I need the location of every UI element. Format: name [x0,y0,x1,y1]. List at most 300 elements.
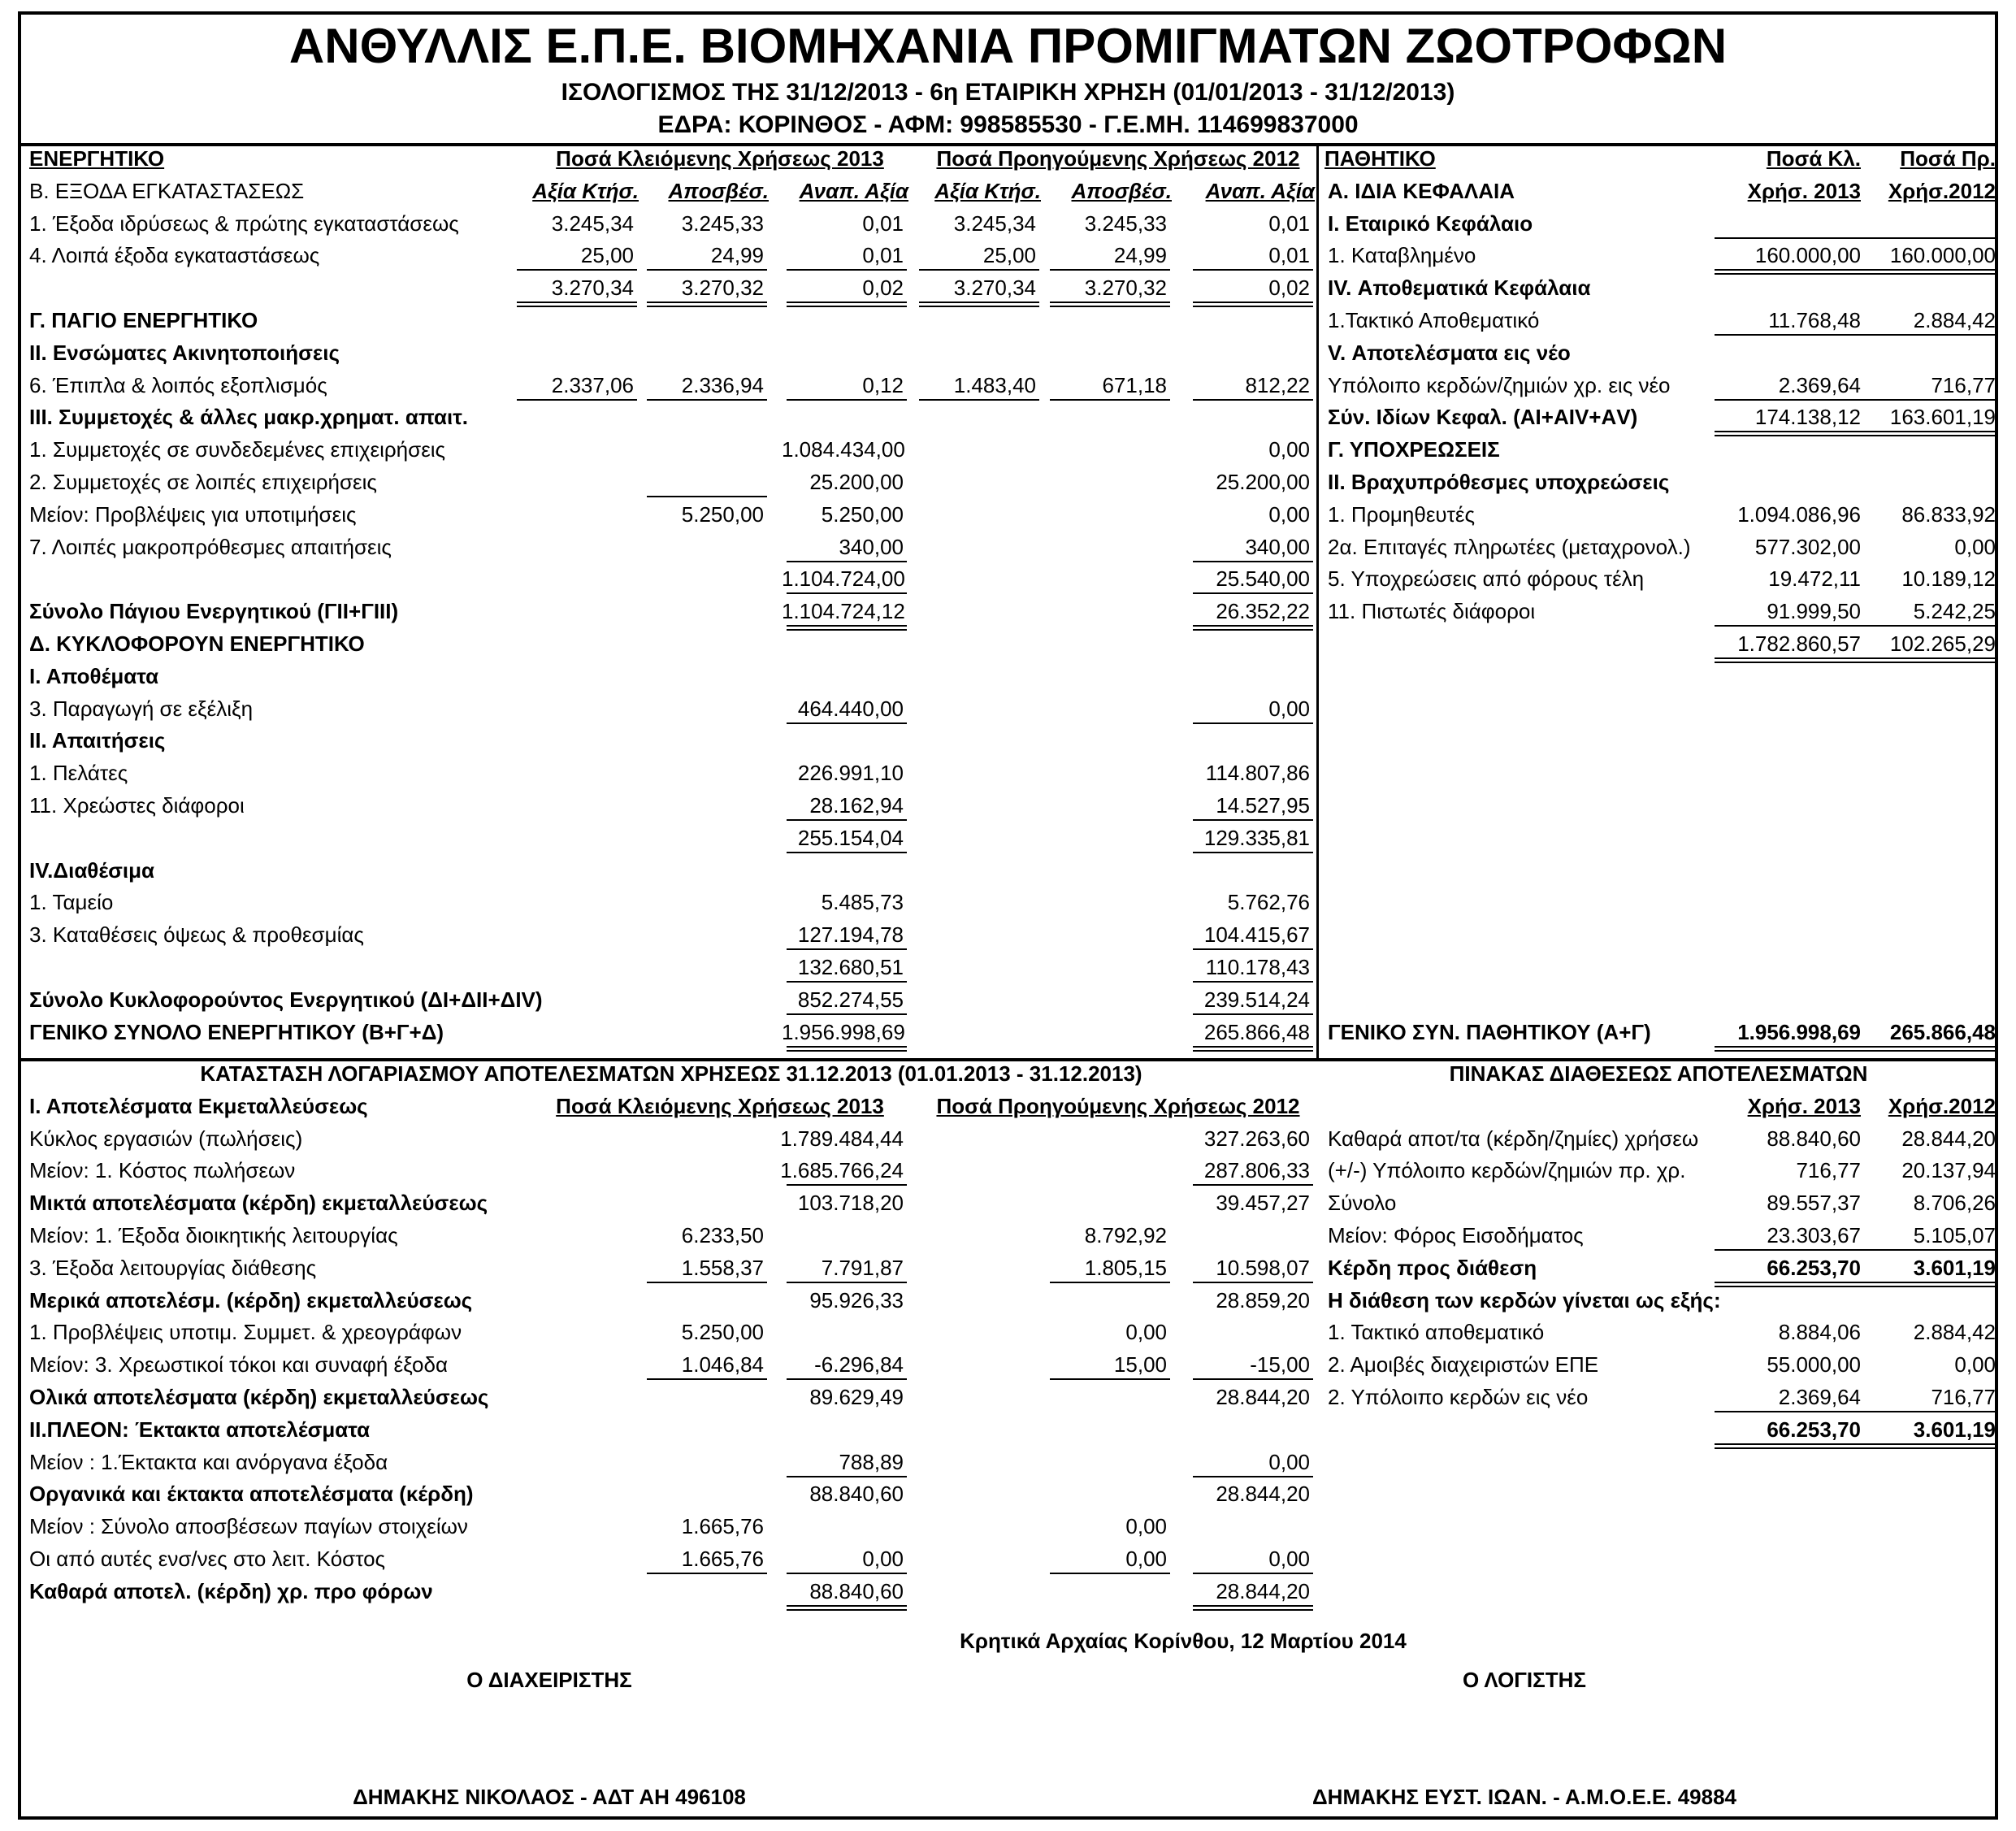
assets-value: 0,00 [1268,501,1310,527]
assets-value: 3.270,34 [953,276,1036,301]
assets-value: 25.540,00 [1216,566,1310,592]
liabilities-total-label: ΓΕΝΙΚΟ ΣΥΝ. ΠΑΘΗΤΙΚΟΥ (Α+Γ) [1328,1019,1651,1044]
assets-row-label: 1. Συμμετοχές σε συνδεδεμένες επιχειρήσεις [29,437,446,462]
pl-row-label: Μερικά αποτελέσμ. (κέρδη) εκμεταλλεύσεως [29,1287,473,1313]
single-rule [787,269,907,271]
single-rule [1050,269,1170,271]
assets-value: 5.250,00 [681,501,764,527]
liabilities-value: 102.265,29 [1889,631,1996,656]
assets-row-label: 3. Καταθέσεις όψεως & προθεσμίας [29,922,364,948]
liabilities-value: 160.000,00 [1889,243,1996,268]
assets-value: 340,00 [1245,534,1310,559]
single-rule [517,269,637,271]
double-rule [787,1046,907,1052]
single-rule [1193,1378,1313,1380]
assets-subcol: Αξία Κτήσ. [934,178,1041,203]
liabilities-value: 5.242,25 [1913,599,1996,624]
pl-value: 1.685.766,24 [780,1158,904,1183]
liabilities-value: 11.768,48 [1768,308,1861,332]
double-rule [1861,431,1996,436]
dist-value: 66.253,70 [1767,1417,1861,1442]
pl-value: 1.665,76 [681,1514,764,1539]
assets-value: 0,01 [1268,210,1310,236]
assets-row-label: 3. Παραγωγή σε εξέλιξη [29,696,254,721]
liabilities-total-a: 1.956.998,69 [1737,1019,1861,1044]
dist-value: 0,00 [1954,1352,1996,1378]
double-rule [1715,431,1861,436]
pl-row-label: 3. Έξοδα λειτουργίας διάθεσης [29,1255,317,1280]
liabilities-value: 10.189,12 [1901,566,1996,592]
assets-value: 28.162,94 [809,793,904,818]
double-rule [1861,1282,1996,1287]
double-rule [1861,269,1996,275]
single-rule [1861,1249,1996,1251]
pl-row-label: Οργανικά και έκτακτα αποτελέσματα (κέρδη) [29,1482,474,1507]
pl-value: 28.844,20 [1216,1482,1310,1507]
pl-value: 5.250,00 [681,1320,764,1345]
dist-row-label: 2. Αμοιβές διαχειριστών ΕΠΕ [1328,1352,1599,1378]
single-rule [1715,237,1861,239]
double-rule [1193,302,1313,307]
assets-row-label: 1. Πελάτες [29,761,128,786]
assets-value: 110.178,43 [1205,955,1310,979]
single-rule [647,496,767,497]
pl-value: 103.718,20 [797,1191,904,1216]
dist-value: 88.840,60 [1767,1126,1861,1151]
assets-value: 3.245,33 [1084,210,1167,236]
assets-value: 0,02 [862,276,904,301]
single-rule [517,399,637,401]
single-rule [919,269,1039,271]
dist-row-label: Η διάθεση των κερδών γίνεται ως εξής: [1328,1287,1721,1313]
assets-value: 2.336,94 [681,372,764,397]
assets-subcol: Αναπ. Αξία [799,178,908,203]
single-rule [787,592,907,594]
double-rule [1861,657,1996,663]
assets-subcol: Αποσβέσ. [668,178,769,203]
single-rule [919,399,1039,401]
liabilities-row-label: ΙV. Αποθεματικά Κεφάλαια [1328,276,1591,301]
column-divider [1316,143,1319,1058]
single-rule [647,269,767,271]
single-rule [787,1378,907,1380]
assets-row-label: Β. ΕΞΟΔΑ ΕΓΚΑΤΑΣΤΑΣΕΩΣ [29,178,305,203]
liabilities-row-label: V. Αποτελέσματα εις νέο [1328,340,1571,365]
liabilities-value: 86.833,92 [1901,501,1996,527]
single-rule [1193,561,1313,562]
accountant-title: Ο ΛΟΓΙΣΤΗΣ [1462,1668,1587,1692]
assets-subcol: Αναπ. Αξία [1205,178,1315,203]
pl-value: 1.805,15 [1084,1255,1167,1280]
dist-row-label: Κέρδη προς διάθεση [1328,1255,1537,1280]
assets-value: 3.245,33 [681,210,764,236]
single-rule [1050,1573,1170,1574]
single-rule [787,399,907,401]
pl-value: 28.844,20 [1216,1578,1310,1603]
double-rule [1715,1443,1861,1449]
single-rule [1861,334,1996,336]
dist-title: ΠΙΝΑΚΑΣ ΔΙΑΘΕΣΕΩΣ ΑΠΟΤΕΛΕΣΜΑΤΩΝ [1449,1061,1868,1086]
dist-value: 3.601,19 [1913,1255,1996,1280]
assets-value: 239.514,24 [1203,987,1310,1012]
pl-value: -6.296,84 [814,1352,904,1378]
pl-value: 0,00 [1125,1320,1167,1345]
single-rule [1193,722,1313,724]
single-rule [1193,981,1313,983]
pl-row-label: Μικτά αποτελέσματα (κέρδη) εκμεταλλεύσεως [29,1191,488,1216]
assets-value: 114.807,86 [1205,761,1310,786]
dist-value: 66.253,70 [1767,1255,1861,1280]
single-rule [1193,948,1313,950]
pl-value: 28.844,20 [1216,1385,1310,1409]
dist-row-label: 1. Τακτικό αποθεματικό [1328,1320,1545,1345]
single-rule [1861,625,1996,627]
assets-value: 3.270,32 [1084,276,1167,301]
pl-col-2013: Ποσά Κλειόμενης Χρήσεως 2013 [556,1093,884,1118]
assets-value: 25,00 [982,243,1036,268]
single-rule [787,561,907,562]
liabilities-value: 716,77 [1931,372,1996,397]
assets-row-label: 4. Λοιπά έξοδα εγκαταστάσεως [29,243,320,268]
assets-value: 3.270,32 [681,276,764,301]
liabilities-row-label: Υπόλοιπο κερδών/ζημιών χρ. εις νέο [1328,372,1671,397]
balance-subtitle: ΙΣΟΛΟΓΙΣΜΟΣ ΤΗΣ 31/12/2013 - 6η ΕΤΑΙΡΙΚΗ ΧΡΗΣΗ (01/01/2013 - 31/12/2013) [561,79,1455,106]
liabilities-row-label: Γ. ΥΠΟΧΡΕΩΣΕΙΣ [1328,437,1500,462]
single-rule [1861,237,1996,239]
company-title: ΑΝΘΥΛΛΙΣ Ε.Π.Ε. ΒΙΟΜΗΧΑΝΙΑ ΠΡΟΜΙΓΜΑΤΩΝ ΖΩΟΤΡΟΦΩΝ [288,19,1728,73]
assets-heading: ΕΝΕΡΓΗΤΙΚΟ [29,146,165,171]
single-rule [1193,592,1313,594]
assets-value: 852.274,55 [797,987,904,1012]
assets-row-label: Ι. Αποθέματα [29,663,159,688]
single-rule [1193,399,1313,401]
single-rule [1050,1282,1170,1283]
single-rule [787,1282,907,1283]
double-rule [1193,1605,1313,1611]
assets-subcol: Αποσβέσ. [1071,178,1172,203]
dist-value: 716,77 [1796,1158,1861,1183]
manager-signature-name: ΔΗΜΑΚΗΣ ΝΙΚΟΛΑΟΣ - ΑΔΤ ΑΗ 496108 [353,1785,746,1809]
liabilities-col-a: Ποσά Κλ. [1766,146,1861,171]
pl-value: 1.558,37 [681,1255,764,1280]
assets-value: 3.270,34 [551,276,634,301]
assets-value: 0,12 [862,372,904,397]
single-rule [787,1184,907,1186]
dist-value: 28.844,20 [1901,1126,1996,1151]
assets-value: 0,00 [1268,437,1310,462]
pl-value: 88.840,60 [809,1578,904,1603]
double-rule [919,302,1039,307]
pl-col-2012: Ποσά Προηγούμενης Χρήσεως 2012 [936,1093,1300,1118]
assets-value: 24,99 [710,243,764,268]
dist-value: 8.706,26 [1913,1191,1996,1216]
pl-value: 1.789.484,44 [780,1126,904,1151]
assets-value: 671,18 [1102,372,1167,397]
assets-value: 3.245,34 [953,210,1036,236]
dist-col-b: Χρήσ.2012 [1888,1093,1996,1118]
dist-row-label: Μείον: Φόρος Εισοδήματος [1328,1223,1584,1247]
assets-value: 25,00 [580,243,634,268]
pl-value: 89.629,49 [809,1385,904,1409]
double-rule [1861,1046,1996,1052]
pl-row-label: Μείον: 1. Έξοδα διοικητικής λειτουργίας [29,1223,398,1247]
pl-row-label: Μείον: 1. Κόστος πωλήσεων [29,1158,296,1183]
single-rule [1715,399,1861,401]
single-rule [1050,399,1170,401]
single-rule [787,1573,907,1574]
dist-row-label: (+/-) Υπόλοιπο κερδών/ζημιών πρ. χρ. [1328,1158,1686,1183]
pl-value: 788,89 [839,1449,904,1474]
liabilities-value: 577.302,00 [1754,534,1861,559]
double-rule [1050,302,1170,307]
assets-value: 25.200,00 [1216,470,1310,494]
liabilities-row-label: 11. Πιστωτές διάφοροι [1328,599,1536,624]
place-date: Κρητικά Αρχαίας Κορίνθου, 12 Μαρτίου 2014 [960,1629,1407,1653]
single-rule [1050,1378,1170,1380]
liabilities-row-label: 1.Τακτικό Αποθεματικό [1328,308,1540,332]
liabilities-value: 19.472,11 [1768,566,1861,592]
assets-value: 5.762,76 [1227,890,1310,915]
dist-value: 8.884,06 [1778,1320,1861,1345]
pl-row-label: Καθαρά αποτελ. (κέρδη) χρ. προ φόρων [29,1578,433,1603]
liabilities-value: 0,00 [1954,534,1996,559]
liabilities-row-label: 2α. Επιταγές πληρωτέες (μεταχρονολ.) [1328,534,1691,559]
pl-value: 95.926,33 [809,1287,904,1313]
pl-value: 287.806,33 [1203,1158,1310,1183]
assets-subcol: Αξία Κτήσ. [532,178,639,203]
company-seat: ΕΔΡΑ: ΚΟΡΙΝΘΟΣ - ΑΦΜ: 998585530 - Γ.Ε.ΜΗ. 114699837000 [657,111,1359,138]
pl-value: 7.791,87 [821,1255,904,1280]
double-rule [1193,625,1313,631]
assets-value: 464.440,00 [797,696,904,721]
assets-value: 132.680,51 [797,955,904,979]
dist-value: 2.369,64 [1778,1385,1861,1409]
dist-row-label: Σύνολο [1328,1191,1397,1216]
assets-row-label: ΓΕΝΙΚΟ ΣΥΝΟΛΟ ΕΝΕΡΓΗΤΙΚΟΥ (Β+Γ+Δ) [29,1019,444,1044]
document-frame [18,11,1998,1820]
assets-value: 2.337,06 [551,372,634,397]
pl-value: -15,00 [1250,1352,1310,1378]
assets-row-label: Γ. ΠΑΓΙΟ ΕΝΕΡΓΗΤΙΚΟ [29,308,258,332]
pl-row-label: Μείον : 1.Έκτακτα και ανόργανα έξοδα [29,1449,388,1474]
assets-value: 1.483,40 [953,372,1036,397]
assets-row-label: 6. Έπιπλα & λοιπός εξοπλισμός [29,372,327,397]
double-rule [1715,269,1861,275]
single-rule [647,1378,767,1380]
single-rule [647,1282,767,1283]
liabilities-value: 2.369,64 [1778,372,1861,397]
assets-row-label: Δ. ΚΥΚΛΟΦΟΡΟΥΝ ΕΝΕΡΓΗΤΙΚΟ [29,631,365,656]
assets-value: 1.084.434,00 [782,437,905,462]
assets-value: 127.194,78 [797,922,904,948]
liabilities-heading: ΠΑΘΗΤΙΚΟ [1324,146,1436,171]
liabilities-value: 163.601,19 [1889,405,1996,430]
single-rule [1715,334,1861,336]
assets-row-label: 1. Έξοδα ιδρύσεως & πρώτης εγκαταστάσεως [29,210,459,236]
pl-value: 28.859,20 [1216,1287,1310,1313]
assets-row-label: Σύνολο Πάγιου Ενεργητικού (ΓΙΙ+ΓΙΙΙ) [29,599,399,624]
single-rule [1861,399,1996,401]
assets-value: 1.956.998,69 [782,1019,905,1044]
liabilities-col-b-year: Χρήσ.2012 [1888,178,1996,203]
assets-value: 25.200,00 [809,470,904,494]
assets-value: 1.104.724,00 [782,566,905,592]
liabilities-value: 1.094.086,96 [1737,501,1861,527]
pl-row-label: Μείον : Σύνολο αποσβέσεων παγίων στοιχείων [29,1514,468,1539]
double-rule [787,1605,907,1611]
single-rule [787,722,907,724]
double-rule [1861,1443,1996,1449]
pl-value: 0,00 [1268,1547,1310,1571]
liabilities-col-a-year: Χρήσ. 2013 [1747,178,1861,203]
liabilities-value: 2.884,42 [1913,308,1996,332]
pl-value: 6.233,50 [681,1223,764,1247]
assets-value: 26.352,22 [1216,599,1310,624]
liabilities-row-label: Ι. Εταιρικό Κεφάλαιο [1328,210,1533,236]
assets-value: 0,00 [1268,696,1310,721]
assets-row-label: 7. Λοιπές μακροπρόθεσμες απαιτήσεις [29,534,392,559]
pl-row-label: Ολικά αποτελέσματα (κέρδη) εκμεταλλεύσεως [29,1385,489,1409]
pl-title: ΚΑΤΑΣΤΑΣΗ ΛΟΓΑΡΙΑΣΜΟΥ ΑΠΟΤΕΛΕΣΜΑΤΩΝ ΧΡΗΣΕΩΣ 31.12.2013 (01.01.2013 - 31.12.2013) [200,1061,1142,1086]
assets-value: 0,01 [862,210,904,236]
single-rule [647,399,767,401]
assets-value: 255.154,04 [797,825,904,850]
double-rule [1715,1282,1861,1287]
single-rule [1193,1013,1313,1015]
pl-value: 10.598,07 [1216,1255,1310,1280]
single-rule [787,1013,907,1015]
pl-row-label: Οι από αυτές ενσ/νες στο λειτ. Κόστος [29,1547,386,1571]
pl-value: 327.263,60 [1203,1126,1310,1151]
assets-value: 265.866,48 [1203,1019,1310,1044]
double-rule [787,302,907,307]
assets-value: 5.485,73 [821,890,904,915]
liabilities-total-b: 265.866,48 [1889,1019,1996,1044]
single-rule [1715,1249,1861,1251]
pl-value: 0,00 [1268,1449,1310,1474]
accountant-signature-name: ΔΗΜΑΚΗΣ ΕΥΣΤ. ΙΩΑΝ. - Α.Μ.Ο.Ε.Ε. 49884 [1311,1785,1736,1809]
dist-value: 2.884,42 [1913,1320,1996,1345]
double-rule [1715,657,1861,663]
single-rule [1861,1411,1996,1412]
dist-value: 716,77 [1931,1385,1996,1409]
pl-value: 1.665,76 [681,1547,764,1571]
liabilities-row-label: ΙΙ. Βραχυπρόθεσμες υποχρεώσεις [1328,470,1670,494]
assets-row-label: ΙΙΙ. Συμμετοχές & άλλες μακρ.χρηματ. απαιτ. [29,405,469,430]
single-rule [1193,269,1313,271]
assets-row-label: 2. Συμμετοχές σε λοιπές επιχειρήσεις [29,470,377,494]
dist-value: 5.105,07 [1913,1223,1996,1247]
dist-value: 3.601,19 [1913,1417,1996,1442]
double-rule [517,302,637,307]
liabilities-value: 160.000,00 [1754,243,1861,268]
liabilities-value: 174.138,12 [1754,405,1861,430]
assets-row-label: 1. Ταμείο [29,890,114,915]
pl-heading: Ι. Αποτελέσματα Εκμεταλλεύσεως [29,1093,368,1118]
single-rule [787,981,907,983]
single-rule [1193,1476,1313,1477]
double-rule [787,625,907,631]
assets-col-2012: Ποσά Προηγούμενης Χρήσεως 2012 [936,146,1300,171]
liabilities-value: 1.782.860,57 [1737,631,1861,656]
assets-row-label: ΙV.Διαθέσιμα [29,857,154,883]
single-rule [1715,625,1861,627]
single-rule [787,852,907,853]
single-rule [647,1573,767,1574]
assets-value: 812,22 [1245,372,1310,397]
assets-row-label: ΙΙ. Απαιτήσεις [29,728,166,753]
assets-value: 1.104.724,12 [782,599,905,624]
assets-value: 14.527,95 [1216,793,1310,818]
dist-value: 55.000,00 [1767,1352,1861,1378]
liabilities-row-label: Σύν. Ιδίων Κεφαλ. (ΑΙ+ΑΙV+ΑV) [1328,405,1638,430]
liabilities-value: 91.999,50 [1767,599,1861,624]
assets-value: 104.415,67 [1203,922,1310,948]
dist-value: 23.303,67 [1767,1223,1861,1247]
liabilities-row-label: 1. Προμηθευτές [1328,501,1476,527]
pl-value: 39.457,27 [1216,1191,1310,1216]
liabilities-row-label: 5. Υποχρεώσεις από φόρους τέλη [1328,566,1645,592]
pl-value: 8.792,92 [1084,1223,1167,1247]
liabilities-row-label: Α. ΙΔΙΑ ΚΕΦΑΛΑΙΑ [1328,178,1515,203]
pl-row-label: 1. Προβλέψεις υποτιμ. Συμμετ. & χρεογράφων [29,1320,462,1345]
assets-value: 0,01 [862,243,904,268]
double-rule [647,302,767,307]
pl-row-label: ΙΙ.ΠΛΕΟΝ: Έκτακτα αποτελέσματα [29,1417,371,1442]
single-rule [1193,1184,1313,1186]
single-rule [1715,1411,1861,1412]
double-rule [1715,1046,1861,1052]
single-rule [1193,1282,1313,1283]
dist-col-a: Χρήσ. 2013 [1747,1093,1861,1118]
assets-value: 0,02 [1268,276,1310,301]
assets-value: 0,01 [1268,243,1310,268]
single-rule [787,819,907,821]
assets-value: 24,99 [1113,243,1167,268]
assets-value: 129.335,81 [1203,825,1310,850]
pl-value: 15,00 [1113,1352,1167,1378]
assets-row-label: ΙΙ. Ενσώματες Ακινητοποιήσεις [29,340,340,365]
liabilities-row-label: 1. Καταβλημένο [1328,243,1476,268]
dist-value: 20.137,94 [1901,1158,1996,1183]
single-rule [1193,819,1313,821]
assets-value: 340,00 [839,534,904,559]
pl-row-label: Κύκλος εργασιών (πωλήσεις) [29,1126,303,1151]
assets-col-2013: Ποσά Κλειόμενης Χρήσεως 2013 [556,146,884,171]
single-rule [1193,1573,1313,1574]
pl-row-label: Μείον: 3. Χρεωστικοί τόκοι και συναφή έξοδα [29,1352,449,1378]
manager-title: Ο ΔΙΑΧΕΙΡΙΣΤΗΣ [466,1668,632,1692]
pl-value: 0,00 [1125,1514,1167,1539]
assets-value: 3.245,34 [551,210,634,236]
pl-value: 0,00 [1125,1547,1167,1571]
assets-value: 5.250,00 [821,501,904,527]
assets-value: 226.991,10 [797,761,904,786]
dist-row-label: 2. Υπόλοιπο κερδών εις νέο [1328,1385,1589,1409]
pl-value: 88.840,60 [809,1482,904,1507]
dist-value: 89.557,37 [1767,1191,1861,1216]
dist-row-label: Καθαρά αποτ/τα (κέρδη/ζημίες) χρήσεω [1328,1126,1699,1151]
liabilities-col-b: Ποσά Πρ. [1900,146,1996,171]
assets-row-label: Μείον: Προβλέψεις για υποτιμήσεις [29,501,357,527]
pl-value: 1.046,84 [681,1352,764,1378]
pl-value: 0,00 [862,1547,904,1571]
single-rule [787,948,907,950]
single-rule [1193,852,1313,853]
single-rule [787,1476,907,1477]
assets-row-label: 11. Χρεώστες διάφοροι [29,793,245,818]
assets-row-label: Σύνολο Κυκλοφορούντος Ενεργητικού (ΔΙ+ΔΙΙ+ΔΙV) [29,987,543,1012]
